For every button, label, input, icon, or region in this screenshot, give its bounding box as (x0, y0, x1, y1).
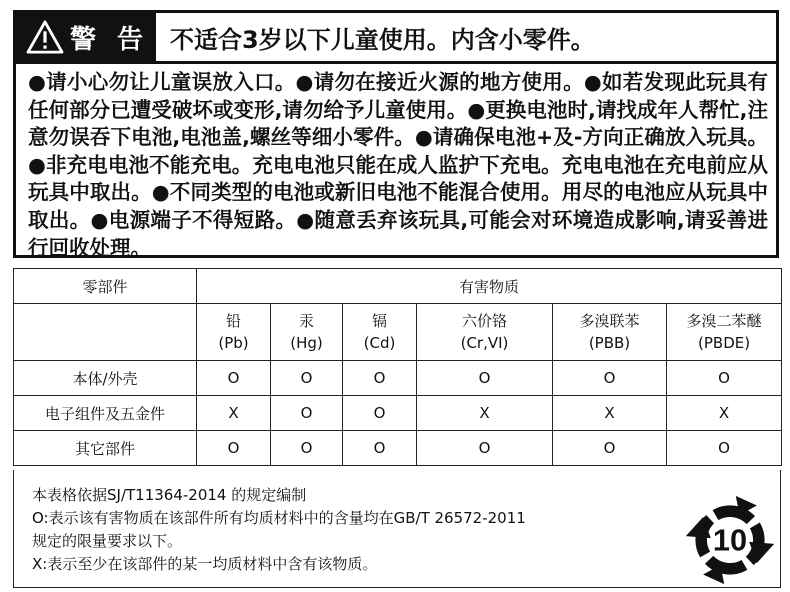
substance-header: 铅 (Pb) (197, 304, 271, 361)
warning-badge (16, 13, 156, 61)
part-name: 电子组件及五金件 (14, 396, 197, 431)
note-line: X:表示至少在该部件的某一均质材料中含有该物质。 (32, 555, 378, 573)
table-cell: O (667, 361, 782, 396)
table-row (14, 361, 782, 396)
table-cell: O (271, 361, 343, 396)
empty-header-cell (14, 304, 197, 361)
table-cell: X (667, 396, 782, 431)
part-name: 本体/外壳 (14, 361, 197, 396)
table-cell: O (553, 361, 667, 396)
warning-panel (13, 10, 779, 258)
table-cell: O (197, 431, 271, 466)
note-line: 规定的限量要求以下。 (32, 532, 183, 550)
table-notes (13, 470, 781, 588)
table-cell: X (553, 396, 667, 431)
substance-header: 多溴二苯醚 (PBDE) (667, 304, 782, 361)
substance-header: 汞 (Hg) (271, 304, 343, 361)
part-column-header: 零部件 (14, 269, 197, 304)
table-cell: O (417, 361, 553, 396)
warning-header (16, 13, 776, 64)
table-row (14, 431, 782, 466)
notes-text (32, 484, 672, 576)
substances-group-header: 有害物质 (197, 269, 782, 304)
warning-body-text: ●请小心勿让儿童误放入口。●请勿在接近火源的地方使用。●如若发现此玩具有任何部分已遭受破坏或变形,请勿给予儿童使用。●更换电池时,请找成年人帮忙,注意勿误吞下电池,电池盖,螺丝等细小零件。●请确保电池+及-方向正确放入玩具。●非充电电池不能充电。充电电池只能在成人监护下充电。充电电池在充电前应从玩具中取出。●不同类型的电池或新旧电池不能混合使用。用尽的电池应从玩具中取出。●电源端子不得短路。●随意丢弃该玩具,可能会对环境造成影响,请妥善进行回收处理。 (28, 70, 768, 260)
warning-headline: 不适合3岁以下儿童使用。内含小零件。 (170, 25, 595, 54)
eco-label-number: 10 (712, 522, 748, 558)
environmental-protection-use-period-icon (682, 492, 778, 588)
table-cell: X (197, 396, 271, 431)
note-line: O:表示该有害物质在该部件所有均质材料中的含量均在GB/T 26572-2011 (32, 509, 526, 527)
table-cell: X (417, 396, 553, 431)
table-cell: O (197, 361, 271, 396)
table-cell: O (417, 431, 553, 466)
table-cell: O (343, 431, 417, 466)
substance-header: 多溴联苯 (PBB) (553, 304, 667, 361)
substance-header: 六价铬 (Cr,VI) (417, 304, 553, 361)
table-cell: O (271, 431, 343, 466)
table-cell: O (667, 431, 782, 466)
warning-badge-label: 警 告 (70, 24, 150, 55)
table-cell: O (343, 396, 417, 431)
table-row (14, 396, 782, 431)
part-name: 其它部件 (14, 431, 197, 466)
note-line: 本表格依据SJ/T11364-2014 的规定编制 (32, 486, 307, 504)
hazardous-substance-table (13, 268, 782, 466)
substance-header: 镉 (Cd) (343, 304, 417, 361)
table-cell: O (271, 396, 343, 431)
warning-triangle-icon (26, 20, 64, 54)
table-cell: O (343, 361, 417, 396)
table-cell: O (553, 431, 667, 466)
